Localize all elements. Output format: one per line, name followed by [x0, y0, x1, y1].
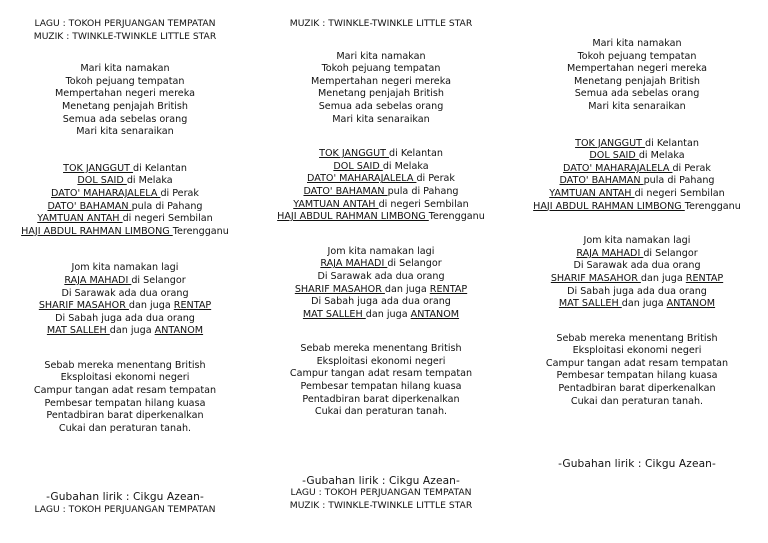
lyric-line: Di Sabah juga ada dua orang — [55, 312, 195, 324]
lyric-line: Cukai dan peraturan tanah. — [314, 406, 448, 418]
hero-name: MAT SALLEH — [302, 308, 366, 320]
lyric-line: Mari kita namakan — [80, 63, 170, 75]
lyric-line: Cukai dan peraturan tanah. — [570, 395, 704, 407]
lyricist-credit: -Gubahan lirik : Cikgu Azean- — [46, 491, 204, 504]
lyric-line: SHARIF MASAHOR dan juga RENTAP — [550, 272, 724, 284]
lyric-line: Campur tangan adat resam tempatan — [545, 357, 729, 369]
hero-name: ANTANOM — [410, 308, 460, 320]
hero-name: MAT SALLEH — [558, 298, 622, 310]
verse-2 — [256, 148, 506, 224]
music-title: MUZIK : TWINKLE-TWINKLE LITTLE STAR — [33, 30, 217, 42]
hero-name: MAT SALLEH — [46, 325, 110, 337]
hero-name: DOL SAID — [333, 160, 383, 172]
lyric-line: DOL SAID di Melaka — [77, 175, 173, 187]
lyric-line: RAJA MAHADI di Selangor — [320, 258, 442, 270]
lyric-line: Di Sarawak ada dua orang — [61, 287, 189, 299]
lyric-line: Di Sabah juga ada dua orang — [311, 296, 451, 308]
lyrics-column-3 — [512, 0, 762, 471]
hero-name: DATO' BAHAMAN — [559, 175, 644, 187]
hero-name: ANTANOM — [154, 325, 204, 337]
lyric-line: Pembesar tempatan hilang kuasa — [44, 397, 206, 409]
lyric-line: Eksploitasi ekonomi negeri — [60, 372, 190, 384]
lyric-line: Cukai dan peraturan tanah. — [58, 422, 192, 434]
lyric-line: Pembesar tempatan hilang kuasa — [556, 370, 718, 382]
lyric-line: SHARIF MASAHOR dan juga RENTAP — [38, 300, 212, 312]
hero-name: DATO' BAHAMAN — [47, 200, 132, 212]
hero-name: TOK JANGGUT — [319, 148, 390, 160]
lyric-line: Pentadbiran barat diperkenalkan — [558, 383, 716, 395]
lyric-line: Campur tangan adat resam tempatan — [289, 368, 473, 380]
hero-name: RAJA MAHADI — [576, 247, 644, 259]
hero-name: RENTAP — [173, 300, 212, 312]
lyricist-credit: -Gubahan lirik : Cikgu Azean- — [558, 458, 716, 471]
hero-name: RENTAP — [685, 272, 724, 284]
lyric-line: Pembesar tempatan hilang kuasa — [300, 381, 462, 393]
lyric-line: YAMTUAN ANTAH di negeri Sembilan — [549, 187, 725, 199]
lyric-line: DOL SAID di Melaka — [589, 150, 685, 162]
lyric-line: Campur tangan adat resam tempatan — [33, 385, 217, 397]
lyric-line: HAJI ABDUL RAHMAN LIMBONG Terengganu — [533, 200, 741, 212]
lyric-line: DATO' MAHARAJALELA di Perak — [51, 187, 199, 199]
verse-4 — [256, 343, 506, 419]
hero-name: DATO' BAHAMAN — [303, 185, 388, 197]
verse-3 — [256, 246, 506, 322]
lyric-line: Semua ada sebelas orang — [574, 88, 700, 100]
lyric-line: TOK JANGGUT di Kelantan — [319, 148, 443, 160]
lyric-line: Eksploitasi ekonomi negeri — [316, 355, 446, 367]
hero-name: SHARIF MASAHOR — [294, 283, 385, 295]
lyric-line: Sebab mereka menentang British — [44, 359, 206, 371]
hero-name: YAMTUAN ANTAH — [549, 187, 635, 199]
hero-name: DATO' MAHARAJALELA — [51, 187, 161, 199]
hero-name: TOK JANGGUT — [63, 162, 134, 174]
hero-name: SHARIF MASAHOR — [550, 272, 641, 284]
verse-1 — [512, 38, 762, 114]
hero-name: DATO' MAHARAJALELA — [307, 173, 417, 185]
lyric-line: Di Sarawak ada dua orang — [573, 260, 701, 272]
hero-name: DOL SAID — [77, 175, 127, 187]
hero-name: RAJA MAHADI — [64, 274, 132, 286]
lyricist-credit: -Gubahan lirik : Cikgu Azean- — [302, 474, 460, 487]
hero-name: SHARIF MASAHOR — [38, 300, 129, 312]
lyric-line: Mari kita namakan — [592, 38, 682, 49]
song-title: LAGU : TOKOH PERJUANGAN TEMPATAN — [34, 18, 216, 29]
lyric-line: Mari kita senaraikan — [76, 126, 174, 138]
lyric-line: Sebab mereka menentang British — [556, 332, 718, 344]
lyric-line: Semua ada sebelas orang — [62, 113, 188, 125]
lyric-line: Tokoh pejuang tempatan — [65, 75, 185, 87]
hero-name: DOL SAID — [589, 150, 639, 162]
lyric-line: Menetang penjajah British — [573, 75, 700, 87]
lyric-line: RAJA MAHADI di Selangor — [576, 247, 698, 259]
music-title: MUZIK : TWINKLE-TWINKLE LITTLE STAR — [289, 18, 473, 29]
lyric-line: Jom kita namakan lagi — [71, 262, 179, 274]
lyric-line: DATO' BAHAMAN pula di Pahang — [47, 200, 203, 212]
lyric-line: Mempertahan negeri mereka — [567, 63, 707, 75]
lyric-line: MAT SALLEH dan juga ANTANOM — [302, 308, 460, 320]
hero-name: HAJI ABDUL RAHMAN LIMBONG — [533, 200, 685, 212]
lyric-line: DATO' MAHARAJALELA di Perak — [563, 162, 711, 174]
lyric-line: MAT SALLEH dan juga ANTANOM — [558, 298, 716, 310]
verse-4 — [0, 360, 250, 436]
lyrics-column-1 — [0, 0, 250, 517]
lyric-line: HAJI ABDUL RAHMAN LIMBONG Terengganu — [277, 211, 485, 223]
lyric-line: Mari kita senaraikan — [332, 113, 430, 125]
lyric-line: Di Sarawak ada dua orang — [317, 270, 445, 282]
lyric-line: DATO' BAHAMAN pula di Pahang — [303, 185, 459, 197]
lyric-line: DATO' BAHAMAN pula di Pahang — [559, 175, 715, 187]
hero-name: YAMTUAN ANTAH — [37, 213, 123, 225]
lyric-line: Pentadbiran barat diperkenalkan — [46, 410, 204, 422]
lyric-line: Jom kita namakan lagi — [583, 235, 691, 247]
song-title: LAGU : TOKOH PERJUANGAN TEMPATAN — [290, 487, 472, 499]
lyric-line: DOL SAID di Melaka — [333, 160, 429, 172]
lyric-line: Mempertahan negeri mereka — [55, 88, 195, 100]
verse-3 — [0, 262, 250, 338]
music-title: MUZIK : TWINKLE-TWINKLE LITTLE STAR — [289, 500, 473, 512]
hero-name: HAJI ABDUL RAHMAN LIMBONG — [277, 211, 429, 223]
lyrics-column-2 — [256, 0, 506, 513]
verse-3 — [512, 235, 762, 311]
verse-4 — [512, 333, 762, 409]
lyric-line: TOK JANGGUT di Kelantan — [63, 162, 187, 174]
lyric-line: DATO' MAHARAJALELA di Perak — [307, 173, 455, 185]
lyric-line: Pentadbiran barat diperkenalkan — [302, 393, 460, 405]
lyric-line: Sebab mereka menentang British — [300, 343, 462, 355]
lyric-line: Semua ada sebelas orang — [318, 100, 444, 112]
lyric-line: Menetang penjajah British — [317, 88, 444, 100]
lyric-line: HAJI ABDUL RAHMAN LIMBONG Terengganu — [21, 225, 229, 237]
lyric-line: TOK JANGGUT di Kelantan — [575, 137, 699, 149]
hero-name: TOK JANGGUT — [575, 137, 646, 149]
hero-name: RAJA MAHADI — [320, 258, 388, 270]
hero-name: HAJI ABDUL RAHMAN LIMBONG — [21, 225, 173, 237]
lyric-line: MAT SALLEH dan juga ANTANOM — [46, 325, 204, 337]
lyric-line: Mempertahan negeri mereka — [311, 75, 451, 87]
lyric-line: Mari kita namakan — [336, 50, 426, 62]
lyric-line: Tokoh pejuang tempatan — [321, 63, 441, 75]
hero-name: DATO' MAHARAJALELA — [563, 162, 673, 174]
lyric-line: Menetang penjajah British — [61, 100, 188, 112]
lyric-line: Eksploitasi ekonomi negeri — [572, 345, 702, 357]
lyric-line: Di Sabah juga ada dua orang — [567, 285, 707, 297]
lyric-line: Mari kita senaraikan — [588, 100, 686, 112]
lyric-line: YAMTUAN ANTAH di negeri Sembilan — [37, 213, 213, 225]
verse-1 — [256, 51, 506, 127]
song-title: LAGU : TOKOH PERJUANGAN TEMPATAN — [34, 504, 216, 516]
hero-name: RENTAP — [429, 283, 468, 295]
lyric-line: RAJA MAHADI di Selangor — [64, 274, 186, 286]
verse-1 — [0, 63, 250, 139]
hero-name: YAMTUAN ANTAH — [293, 198, 379, 210]
lyric-line: SHARIF MASAHOR dan juga RENTAP — [294, 283, 468, 295]
verse-2 — [0, 163, 250, 239]
lyric-line: Jom kita namakan lagi — [327, 245, 435, 257]
lyric-line: YAMTUAN ANTAH di negeri Sembilan — [293, 198, 469, 210]
hero-name: ANTANOM — [666, 298, 716, 310]
lyric-line: Tokoh pejuang tempatan — [577, 50, 697, 62]
verse-2 — [512, 138, 762, 214]
